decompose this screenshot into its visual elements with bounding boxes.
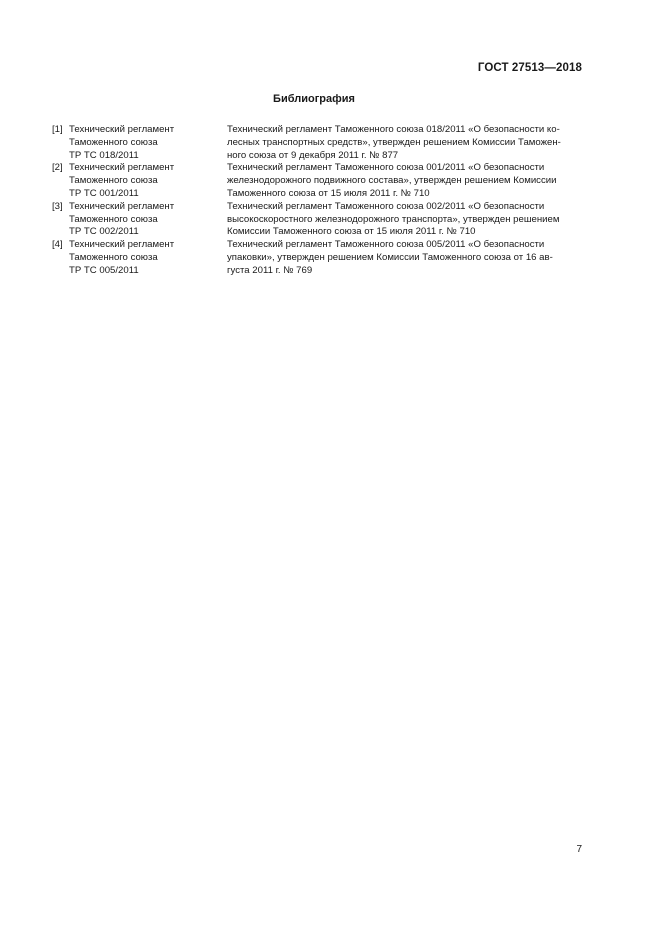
designation-line: Таможенного союза (69, 251, 158, 263)
description-line: высокоскоростного железнодорожного транспорта», утвержден решением (227, 213, 560, 225)
description-line: Технический регламент Таможенного союза 018/2011 «О безопасности ко- (227, 124, 560, 135)
bibliography-entry (52, 124, 577, 162)
designation-line: Таможенного союза (69, 175, 158, 187)
entry-designation (69, 162, 227, 200)
designation-line: Таможенного союза (69, 136, 158, 148)
designation-line: ТР ТС 018/2011 (69, 149, 139, 161)
description-line: Комиссии Таможенного союза от 15 июля 2011 г. № 710 (227, 226, 476, 238)
designation-line: ТР ТС 002/2011 (69, 226, 139, 238)
bibliography-entry (52, 201, 577, 239)
designation-line: Технический регламент (69, 200, 175, 212)
description-line: упаковки», утвержден решением Комиссии Таможенного союза от 16 ав- (227, 251, 553, 263)
description-line: железнодорожного подвижного состава», утвержден решением Комиссии (227, 175, 557, 187)
description-line: Таможенного союза от 15 июля 2011 г. № 710 (227, 187, 430, 199)
entry-number: [3] (52, 200, 63, 212)
description-line: Технический регламент Таможенного союза 005/2011 «О безопасности (227, 239, 545, 251)
page-number: 7 (576, 844, 582, 855)
entry-description (227, 162, 577, 200)
description-line: Технический регламент Таможенного союза 001/2011 «О безопасности (227, 162, 545, 174)
entry-number: [4] (52, 239, 63, 251)
entry-designation (69, 201, 227, 239)
description-line: ного союза от 9 декабря 2011 г. № 877 (227, 149, 399, 161)
designation-line: Таможенного союза (69, 213, 158, 225)
entry-number: [2] (52, 162, 63, 174)
description-line: густа 2011 г. № 769 (227, 264, 313, 276)
designation-line: ТР ТС 005/2011 (69, 264, 139, 276)
description-line: лесных транспортных средств», утвержден решением Комиссии Таможен- (227, 136, 561, 148)
designation-line: Технический регламент (69, 124, 175, 135)
entry-designation (69, 239, 227, 277)
description-line: Технический регламент Таможенного союза 002/2011 «О безопасности (227, 200, 545, 212)
designation-line: Технический регламент (69, 239, 175, 251)
designation-line: ТР ТС 001/2011 (69, 187, 139, 199)
entry-description (227, 239, 577, 277)
designation-line: Технический регламент (69, 162, 175, 174)
bibliography-entry (52, 162, 577, 200)
entry-description (227, 124, 577, 162)
section-title: Библиография (273, 93, 355, 105)
entry-description (227, 201, 577, 239)
entry-designation (69, 124, 227, 162)
bibliography-list (52, 124, 577, 278)
entry-number: [1] (52, 124, 63, 135)
bibliography-entry (52, 239, 577, 277)
document-id-header: ГОСТ 27513—2018 (477, 62, 582, 74)
